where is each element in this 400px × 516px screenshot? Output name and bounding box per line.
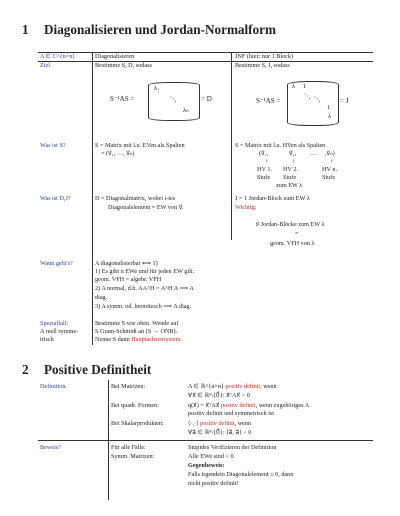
- positiv-definit-term: positiv definit: [221, 402, 256, 409]
- row-label-spezialfall: Spezialfall:: [40, 320, 69, 327]
- stufe-label: Stufe: [283, 174, 297, 181]
- ziel-jnf-text: Bestimme S, J, sodass: [235, 62, 290, 69]
- matrix-entry: 1: [327, 104, 331, 111]
- section-title: Positive Definitheit: [44, 362, 152, 377]
- table-top-rule: [38, 52, 373, 53]
- def-skalar-label: Bei Skalarprodukten:: [111, 420, 164, 427]
- s-jnf-line-1: S = Matrix mit l.u. HVen als Spalten: [235, 142, 326, 149]
- beweis-symm-line-1: Alle EWe sind > 0: [188, 453, 234, 460]
- spezial-text: Nenne S dann: [95, 336, 132, 343]
- beweis-alle-label: Für alle Fälle:: [111, 444, 146, 451]
- wann-line: diag.: [95, 294, 108, 301]
- s-jnf-vector: (v⃗₁,: [259, 150, 269, 157]
- header-jnf: JNF (hier: nur 1 Block): [235, 53, 294, 60]
- matrix-entry: ⋱: [304, 93, 311, 100]
- up-arrow-icon: ↑: [292, 158, 296, 165]
- def-skalar-line-2: ∀a⃗ ∈ ℝⁿ\{0⃗}: ⟨a⃗, a⃗⟩ > 0: [188, 429, 252, 436]
- s-diag-line-2: = (v⃗₁, …, v⃗ₙ): [101, 150, 135, 157]
- def-formen-line-1: [188, 402, 309, 410]
- def-text: q(x⃗) = x⃗ᵀAx⃗: [188, 402, 222, 409]
- spezial-line-3: [95, 336, 182, 344]
- header-diagonalisieren: Diagonalisieren: [95, 53, 135, 60]
- beweis-symm-line-3: Falls irgendein Diagonalelement ≤ 0, dann: [188, 471, 294, 478]
- wann-line: 1) Es gibt n EWe und für jeden EW gilt:: [95, 268, 195, 275]
- spezial-line-2: S Gram-Schmidt an (S → ONB).: [95, 328, 178, 335]
- wann-line: A diagonalisierbar ⟺ 1): [95, 260, 158, 267]
- ziel-diag-text: Bestimme S, D, sodass: [95, 62, 152, 69]
- header-matrix-domain: A ∈ C^{n×n}: [40, 53, 76, 60]
- section-2-heading: [22, 362, 151, 378]
- matrix-entry: λ₁: [154, 85, 160, 92]
- s-jnf-vector: v⃗₂,: [289, 150, 297, 157]
- spezial-text: .: [180, 336, 182, 343]
- row-label-wann-gehts: Wann geht's?: [40, 260, 73, 267]
- def-skalar-line-1: [188, 420, 251, 428]
- geom-vfh: geom. VFH von λ: [270, 240, 315, 247]
- zum-ew-label: zum EW λ: [276, 182, 303, 189]
- s-jnf-vector: …: [310, 150, 317, 157]
- def-matrizen-line-2: ∀x⃗ ∈ ℝⁿ\{0⃗}: x⃗ᵀAx⃗ > 0: [188, 392, 250, 399]
- wichtig-label: Wichtig:: [235, 204, 257, 211]
- positiv-definit-term: positiv definit: [200, 420, 235, 427]
- matrix-entry: λ: [328, 113, 332, 120]
- gegenbeweis-label: Gegenbeweis:: [188, 462, 225, 469]
- equation-lhs: S⁻¹AS =: [110, 95, 135, 103]
- def-matrizen-label: Bei Matrizen:: [111, 383, 146, 390]
- column-divider-1: [92, 52, 93, 345]
- row-label-was-ist-dj: Was ist D,J?: [40, 195, 71, 202]
- def-text: A ∈ ℝ^{n×n}: [188, 383, 226, 390]
- wann-line: 3) A symm. od. hermitesch ⟹ A diag.: [95, 303, 192, 310]
- wann-line: geom. VFH = algebr. VFH: [95, 276, 162, 283]
- hv-label: HV 2.: [283, 166, 299, 173]
- stufe-label: Stufe: [257, 174, 271, 181]
- row-label-definition: Definition.: [40, 383, 67, 390]
- hauptachsensystem-term: Hauptachsensystem: [131, 336, 181, 343]
- equation-rhs: = D: [201, 95, 212, 103]
- wann-line: 2) A normal, d.h. AA^H = A^H A ⟹ A: [95, 285, 194, 292]
- hv-label: HV n.: [322, 166, 338, 173]
- row-label-was-ist-s: Was ist S?: [40, 142, 66, 149]
- spezialfall-condition: trisch: [40, 336, 54, 343]
- equals-sign: =: [295, 230, 299, 237]
- equation-lhs: S⁻¹AS =: [256, 97, 281, 105]
- def-text: ⟨·,·⟩: [188, 420, 201, 427]
- section-1-heading: [22, 22, 276, 38]
- j-jnf-line-1: J = 1 Jordan-Block zum EW λ: [235, 195, 310, 202]
- matrix-entry: λ: [292, 83, 296, 90]
- section-number: 1: [22, 22, 29, 37]
- matrix-entry: λₙ: [183, 107, 189, 114]
- def-matrizen-line-1: [188, 383, 277, 391]
- matrix-entry: 1: [303, 83, 307, 90]
- def-text: , wenn zugehöriges A: [255, 402, 310, 409]
- matrix-entry: ⋱: [170, 96, 177, 103]
- up-arrow-icon: ↑: [265, 158, 269, 165]
- beweis-symm-line-4: nicht positiv definit!: [188, 480, 239, 487]
- table-header-rule: [38, 61, 373, 62]
- up-arrow-icon: ↑: [330, 158, 334, 165]
- matrix-entry: ⋱: [314, 96, 321, 103]
- section-title: Diagonalisieren und Jordan-Normalform: [44, 22, 277, 37]
- s-diag-line-1: S = Matrix mit l.u. EVen als Spalten: [95, 142, 185, 149]
- section-2-row-rule: [38, 440, 373, 441]
- d-diag-line-1: D = Diagonalmatrix, wobei i-tes: [95, 195, 176, 202]
- row-label-ziel: Ziel: [40, 62, 50, 69]
- section-number: 2: [22, 362, 29, 377]
- stufe-label: Stufe: [322, 174, 336, 181]
- spezialfall-condition: A reell symme-: [40, 328, 79, 335]
- d-diag-line-2: Diagonalelement = EW von v⃗ᵢ: [108, 204, 184, 211]
- jordan-matrix-equation: [256, 78, 376, 128]
- diagonal-matrix-equation: [110, 78, 230, 123]
- spezial-line-1: Bestimme S wie oben. Wende auf: [95, 320, 179, 327]
- row-label-beweis: Beweis?: [40, 444, 61, 451]
- column-divider-2: [231, 52, 232, 240]
- beweis-symm-label: Symm. Matrizen:: [111, 453, 155, 460]
- def-formen-line-2: positiv definit und symmetrisch ist: [188, 410, 274, 417]
- beweis-alle-text: Stupides Verifizieren der Definition: [188, 444, 277, 451]
- hv-label: HV 1.: [257, 166, 273, 173]
- def-formen-label: Bei quadr. Formen:: [111, 402, 159, 409]
- jordan-block-count: ♯ Jordan-Blöcke zum EW λ: [256, 221, 325, 228]
- positiv-definit-term: positiv definit: [225, 383, 261, 390]
- def-text: , wenn: [260, 383, 277, 390]
- s-jnf-vector: ,v⃗ₙ): [325, 150, 335, 157]
- def-text: , wenn: [234, 420, 252, 427]
- equation-rhs: = J: [340, 97, 349, 105]
